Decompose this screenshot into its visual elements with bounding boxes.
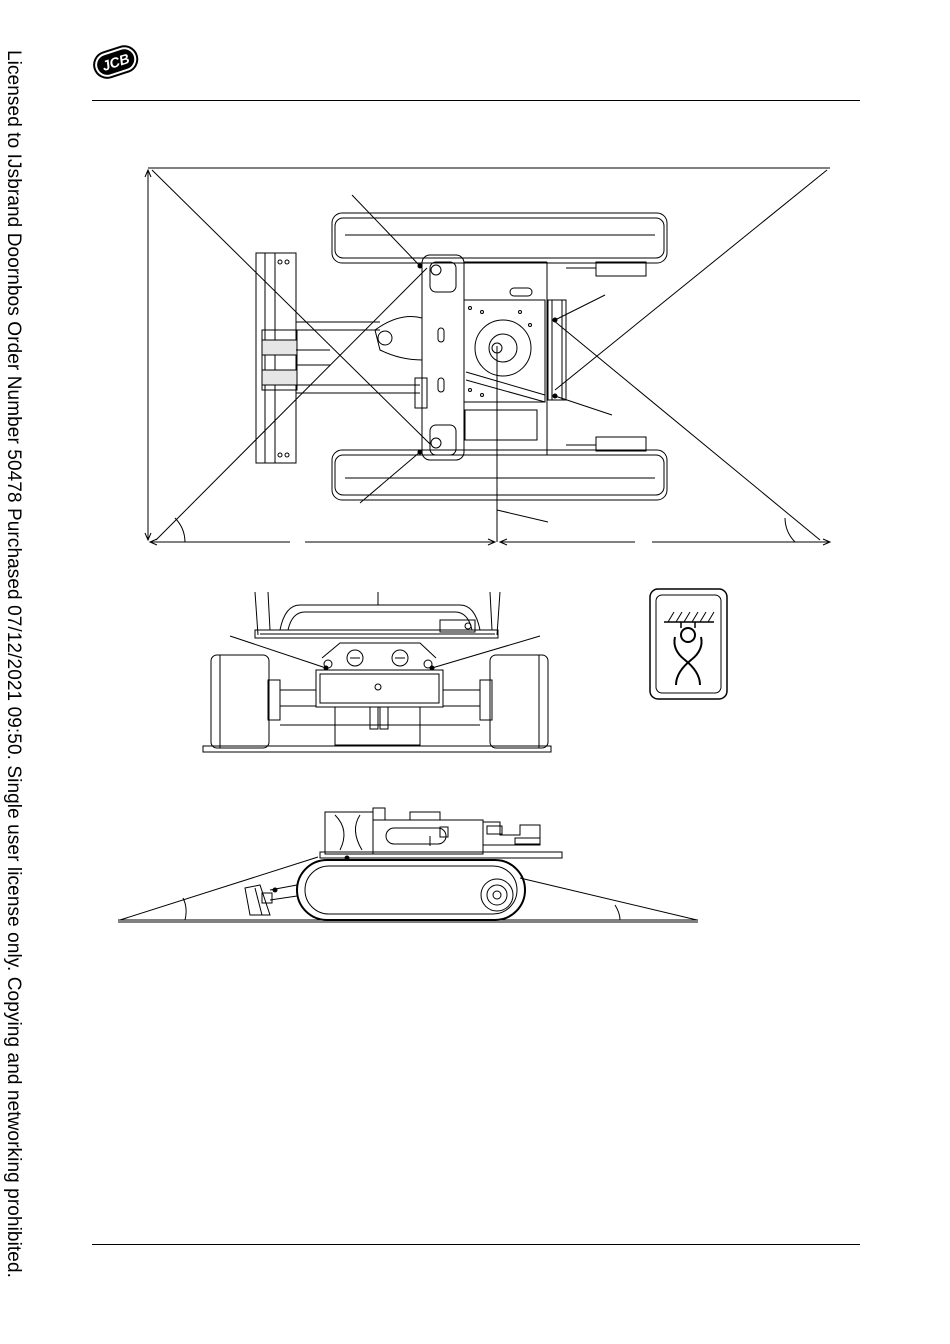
license-text: Licensed to IJsbrand Doornbos Order Number 50478 Purchased 07/12/2021 09:50. Single user license only. Copying and networking prohibited.	[3, 50, 24, 1278]
side-view-lashing-diagram	[115, 800, 705, 930]
license-watermark	[2, 50, 24, 1290]
lashing-point-symbol	[645, 585, 730, 705]
header-rule	[92, 100, 860, 101]
front-view-lashing-diagram	[200, 590, 560, 760]
logo-text: JCB	[99, 50, 132, 74]
top-view-lashing-diagram	[140, 160, 840, 555]
footer-rule	[92, 1244, 860, 1245]
jcb-logo	[90, 42, 142, 84]
